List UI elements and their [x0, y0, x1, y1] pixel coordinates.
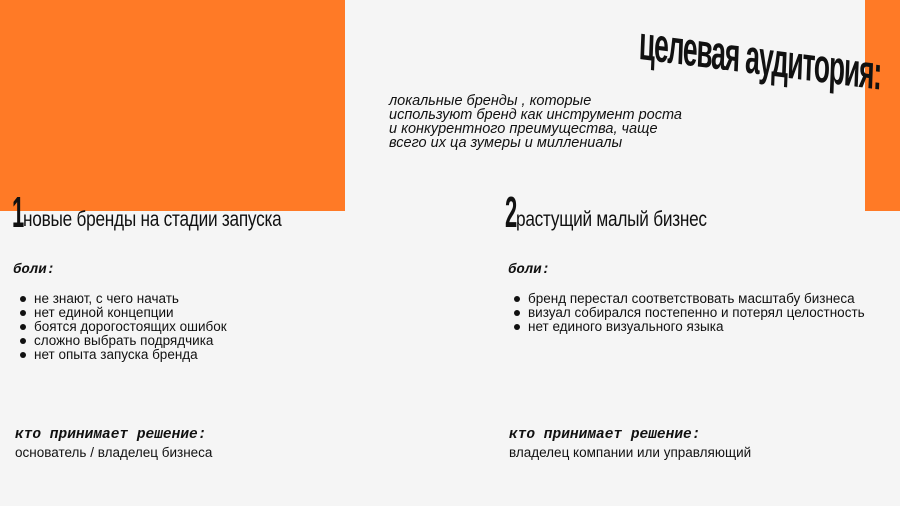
page-title: целевая аудитория:	[638, 17, 882, 101]
segment-2-title: растущий малый бизнес	[516, 208, 707, 232]
segment-1-pains-label: боли:	[13, 262, 56, 278]
list-item: нет единого визуального языка	[528, 320, 888, 334]
segment-1-decision-value: основатель / владелец бизнеса	[15, 445, 213, 460]
segment-2-heading	[505, 188, 749, 237]
segment-1-decision-label: кто принимает решение:	[15, 427, 207, 443]
segment-2-decision-label: кто принимает решение:	[509, 427, 701, 443]
intro-line: локальные бренды , которые	[389, 93, 592, 109]
audience-intro	[389, 94, 729, 150]
list-item: бренд перестал соответствовать масштабу бизнеса	[528, 292, 888, 306]
list-item: визуал собирался постепенно и потерял целостность	[528, 306, 888, 320]
intro-line: и конкурентного преимущества, чаще	[389, 121, 658, 137]
list-item: боятся дорогостоящих ошибок	[34, 320, 354, 334]
list-item: нет опыта запуска бренда	[34, 348, 354, 362]
segment-2-number: 2	[505, 188, 518, 237]
intro-line: всего их ца зумеры и миллениалы	[389, 135, 623, 151]
intro-line: используют бренд как инструмент роста	[389, 107, 682, 123]
list-item: сложно выбрать подрядчика	[34, 334, 354, 348]
list-item: не знают, с чего начать	[34, 292, 354, 306]
orange-block-right	[865, 0, 900, 211]
segment-2-decision-value: владелец компании или управляющий	[509, 445, 752, 460]
list-item: нет единой концепции	[34, 306, 354, 320]
segment-2-pains-list	[508, 292, 888, 334]
segment-2-pains-label: боли:	[508, 262, 551, 278]
segment-1-pains-list	[14, 292, 354, 362]
segment-1-number: 1	[12, 188, 25, 237]
segment-1-heading	[12, 188, 338, 237]
segment-1-title: новые бренды на стадии запуска	[23, 208, 282, 232]
orange-block-left	[0, 0, 345, 211]
